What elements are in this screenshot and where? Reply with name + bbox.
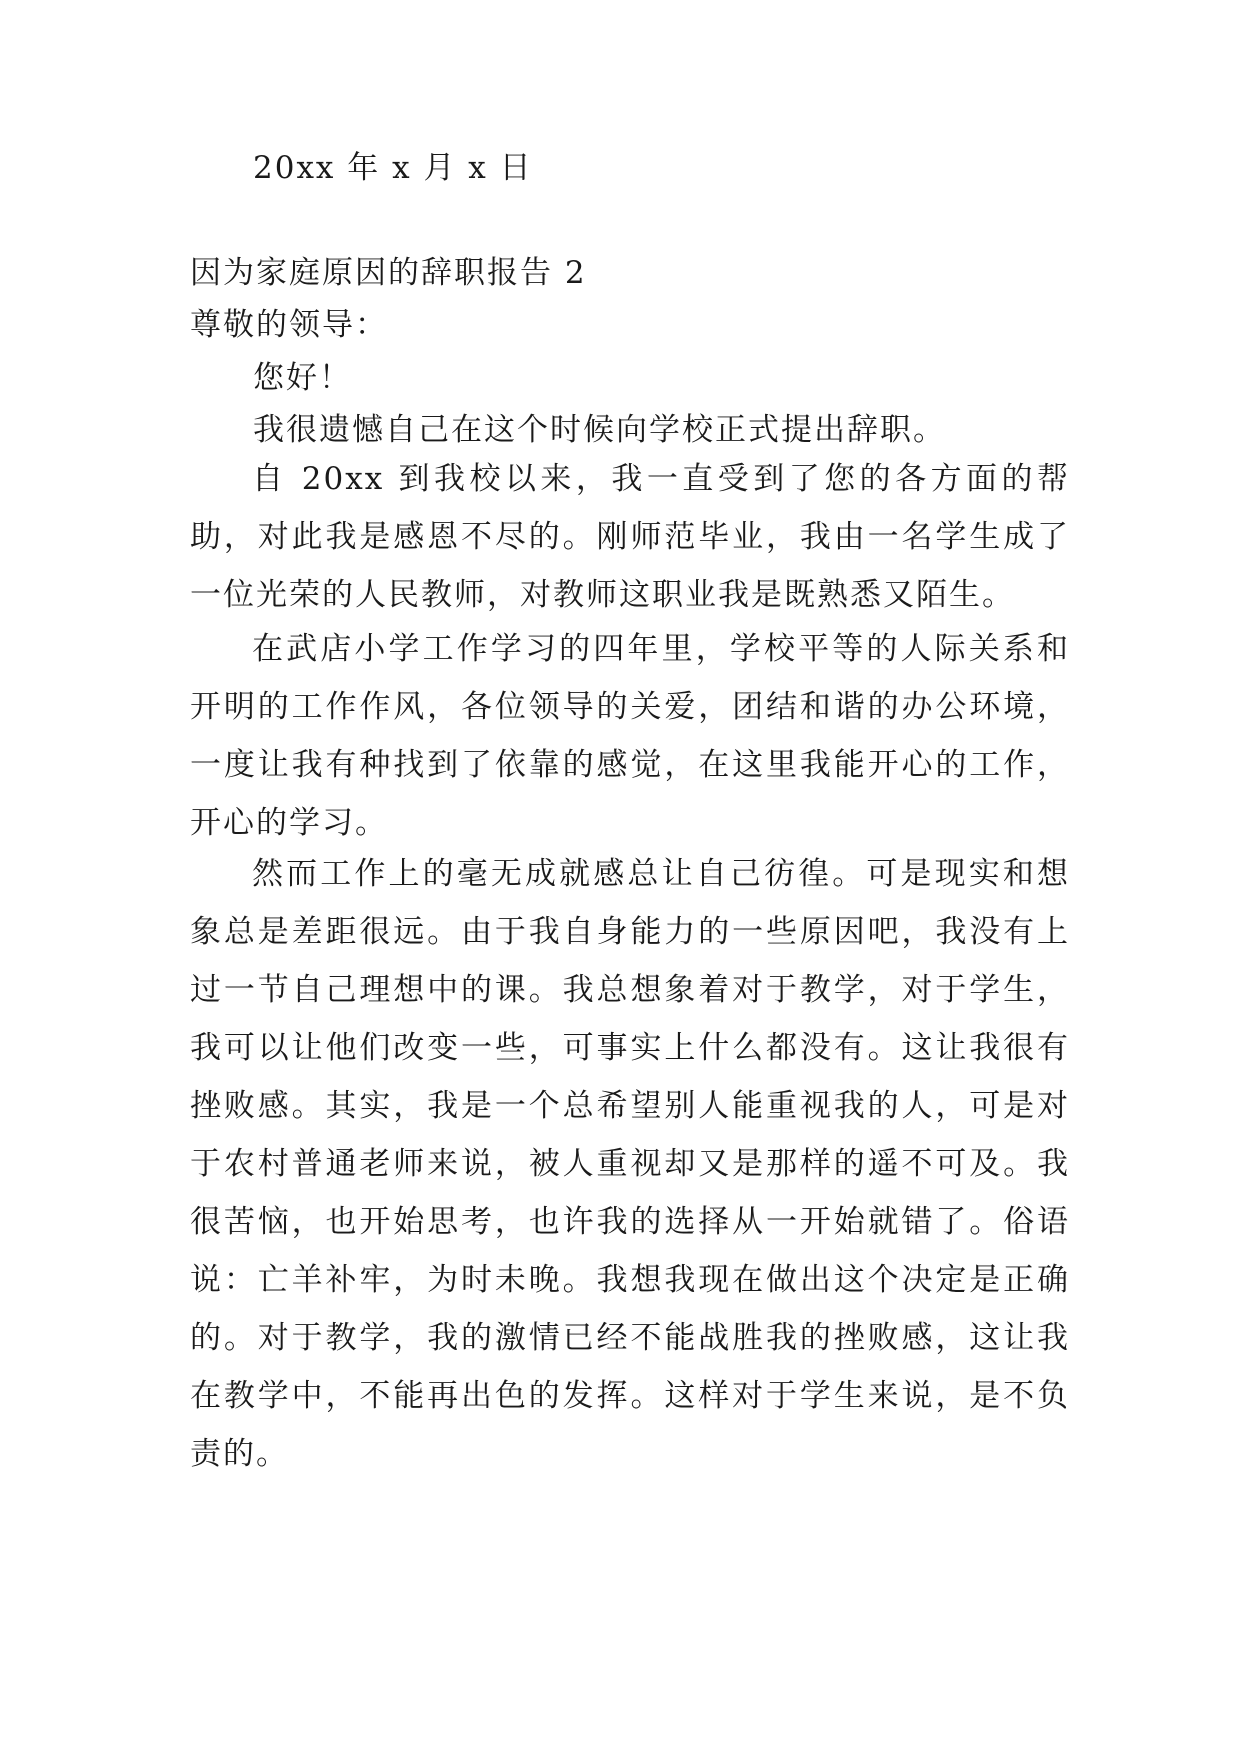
paragraph-1: 我很遗憾自己在这个时候向学校正式提出辞职。: [253, 412, 946, 448]
paragraph-2: 自 20xx 到我校以来，我一直受到了您的各方面的帮助，对此我是感恩不尽的。刚师范毕业，我由一名学生成了一位光荣的人民教师，对教师这职业我是既熟悉又陌生。: [190, 461, 1070, 613]
greeting: 您好！: [253, 360, 352, 396]
paragraph-3: 在武店小学工作学习的四年里，学校平等的人际关系和开明的工作作风，各位领导的关爱，团结和谐的办公环境，一度让我有种找到了依靠的感觉，在这里我能开心的工作，开心的学习。: [190, 631, 1070, 841]
document-title: 因为家庭原因的辞职报告 2: [190, 255, 587, 291]
salutation: 尊敬的领导：: [190, 307, 388, 343]
paragraph-4: 然而工作上的毫无成就感总让自己彷徨。可是现实和想象总是差距很远。由于我自身能力的一些原因吧，我没有上过一节自己理想中的课。我总想象着对于教学，对于学生，我可以让他们改变一些，可事实上什么都没有。这让我很有挫败感。其实，我是一个总希望别人能重视我的人，可是对于农村普通老师来说，被人重视却又是那样的遥不可及。我很苦恼，也开始思考，也许我的选择从一开始就错了。俗语说：亡羊补牢，为时未晚。我想我现在做出这个决定是正确的。对于教学，我的激情已经不能战胜我的挫败感，这让我在教学中，不能再出色的发挥。这样对于学生来说，是不负责的。: [190, 856, 1070, 1472]
document-date: 20xx 年 x 月 x 日: [253, 150, 533, 186]
